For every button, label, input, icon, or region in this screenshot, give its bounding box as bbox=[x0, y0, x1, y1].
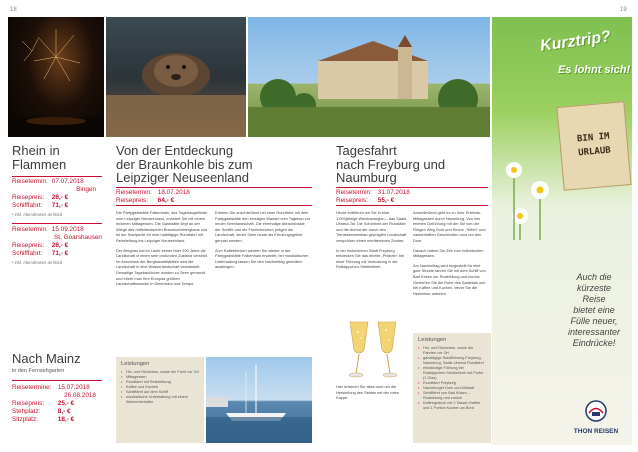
list-item: • Mittagessen bbox=[121, 375, 199, 380]
braunkohle-title-line-1: Von der Entdeckung bbox=[116, 143, 234, 158]
rhein-title-line-1: Rhein in bbox=[12, 143, 60, 158]
price-label: Reisepreis: bbox=[12, 242, 44, 249]
date-value: 31.07.2018 bbox=[377, 189, 410, 196]
thon-reisen-logo bbox=[566, 400, 626, 435]
divider bbox=[12, 176, 102, 177]
braunkohle-title-line-3: Leipziger Neuseenland bbox=[116, 170, 249, 186]
page-number-right: 19 bbox=[620, 7, 627, 13]
daisy-flowers-illustration bbox=[500, 150, 560, 240]
quote-line: Eindrücke! bbox=[572, 338, 616, 348]
sit-value: 18,- € bbox=[57, 416, 75, 423]
freyburg-details bbox=[336, 189, 456, 205]
rhein-trip-1 bbox=[12, 178, 104, 217]
date-value: 07.07.2018 bbox=[51, 178, 84, 185]
price-label: Reisepreis: bbox=[116, 197, 148, 204]
freyburg-column-2 bbox=[413, 210, 489, 328]
fireworks-photo bbox=[8, 17, 104, 137]
braunkohle-title bbox=[116, 144, 253, 185]
braunkohle-column-2 bbox=[215, 210, 311, 350]
price-label: Reisepreis: bbox=[12, 194, 44, 201]
freyburg-title bbox=[336, 144, 445, 185]
freyburg-title-line-1: Tagesfahrt bbox=[336, 143, 397, 158]
freyburg-services-box bbox=[413, 333, 491, 443]
champagne-glasses-illustration bbox=[336, 318, 410, 380]
rhein-title-line-2: Flammen bbox=[12, 156, 67, 172]
quote-line: Auch die bbox=[576, 272, 612, 282]
price-value: 64,- € bbox=[157, 197, 175, 204]
list-item: • ganztägige Stadtführung Freyburg, Naumburg, Saale-Unstrut Rundfahrt bbox=[418, 356, 486, 366]
trip-note: • inkl. Abendessen an Bord bbox=[12, 212, 63, 217]
services-heading: Leistungen bbox=[121, 361, 150, 367]
list-item: • Naumburger Dom und Altstadt bbox=[418, 386, 486, 391]
trip-note: • inkl. Abendessen an Bord bbox=[12, 260, 63, 265]
divider bbox=[336, 205, 488, 206]
list-item: • musikalische Unterhaltung mit einem Alleinunterhalter bbox=[121, 395, 199, 405]
paragraph: Anschließend geht es zu Ihrer Erlebnis-Mittagessen durch Naumburg. Von hier erleben Geführung mit der Sie von der Fliegen Weg Dom und Kirche „Teffen“ und zauberhaften Geschichten rund um den Dom. bbox=[413, 210, 486, 243]
price-value: 25,- € bbox=[57, 400, 75, 407]
price-value: 26,- € bbox=[51, 242, 69, 249]
seat-label: Stehplatz: bbox=[12, 408, 41, 415]
paragraph bbox=[116, 248, 210, 287]
paragraph: Danach haben Sie Zeit zum individuellen Mittagessen. bbox=[413, 247, 484, 259]
braunkohle-services-box bbox=[116, 357, 204, 443]
quote-line: Reise bbox=[582, 294, 606, 304]
sign-line-1: BIN IM bbox=[576, 131, 610, 145]
list-item: • Rundfahrt Freyburg bbox=[418, 381, 486, 386]
price-value: 26,- € bbox=[51, 194, 69, 201]
price-value: 55,- € bbox=[377, 197, 395, 204]
ship-label: Schifffahrt: bbox=[12, 202, 43, 209]
paragraph: Erleben Sie anschließend bei einer Rundfahrt mit dem Partygaststätte den einstigen Wandel vom Tagebau zur neuen Seenlandschaft. Die ehemalige Abraumhalde der Schiffe und die Förderbrücken prägen die Landschaft, deren Seen heute als Erholungsgebiet genutzt werden. bbox=[215, 210, 311, 243]
otter-photo bbox=[106, 17, 246, 137]
freyburg-column-1 bbox=[336, 210, 408, 318]
paragraph: In der historischen Stadt Freyburg entdecken Sie das leichte „Prickeln“ bei einer Führung mit Verkostung in der Rotkäppchen-Sektkellerei. bbox=[336, 247, 405, 270]
ship-value: 71,- € bbox=[51, 202, 69, 209]
rhein-trip-2 bbox=[12, 226, 104, 265]
seat-value: 8,- € bbox=[57, 408, 71, 415]
list-item: • Schifffahrt von Bad Kösen – Rudelsburg und zurück bbox=[418, 391, 486, 401]
services-heading: Leistungen bbox=[418, 337, 447, 343]
ship-label: Schifffahrt: bbox=[12, 250, 43, 257]
place-value: St. Goarshausen bbox=[54, 234, 102, 241]
mainz-title: Nach Mainz bbox=[12, 351, 81, 366]
castle-photo bbox=[248, 17, 490, 137]
list-item: • Kaffee und Kuchen bbox=[121, 385, 199, 390]
banner-title: Kurztrip? bbox=[539, 28, 612, 55]
date-value: 15.07.2018 bbox=[57, 384, 90, 391]
list-item: • Kaffeegedeck mit 2 Tassen Kaffee und 1 Portion Kuchen an Bord bbox=[418, 401, 486, 411]
mainz-subtitle: in den Fernsehgarten bbox=[12, 368, 65, 374]
list-item: • Rundfahrt mit Reiseleitung bbox=[121, 380, 199, 385]
braunkohle-details bbox=[116, 189, 236, 205]
logo-text: THON REISEN bbox=[573, 428, 619, 435]
list-item: • Hin- und Rückreise, sowie die Fahrt vor Ort bbox=[121, 370, 199, 375]
quote-line: interessanter bbox=[567, 327, 621, 337]
paragraph: Zum Kaffeetrinken werden Sie wieder in der Partygaststätte Falkenhain erwartet, bei musikalischer Unterhaltung lassen Sie den Nachmittag gemütlich ausklingen. bbox=[215, 247, 309, 270]
quote-line: Fülle neuer, bbox=[570, 316, 618, 326]
logo-emblem-icon bbox=[585, 400, 607, 422]
sign-line-2: URLAUB bbox=[577, 145, 612, 159]
paragraph: Heute entführen wir Sie in eine 1.000jährige Weinbauregion – das Saale-Unstrut-Tal. Die Schönheit der Flusstäler und die Anmut der durch den Terrassenweinbau geprägten Landschaft versprühen einen mediterranen Zauber. bbox=[336, 210, 408, 243]
list-item: • Schifffahrt auf dem Schiff bbox=[121, 390, 199, 395]
divider bbox=[336, 187, 488, 188]
place-value: Bingen bbox=[76, 186, 96, 193]
freyburg-title-line-2: nach Freyburg und bbox=[336, 156, 446, 172]
paragraph: Am Nachmittag wird eingestellt für eine gute Stunde fahren Sie mit dem Schiff von Bad Kösen zur Rudelsburg und zurück. Genießen Sie die Ruhe des Saaletals und bei Kaffee und Kuchen, bevor Sie die Heimreise antreten. bbox=[413, 262, 486, 296]
services-list bbox=[418, 346, 486, 411]
page-number-left: 18 bbox=[10, 7, 17, 13]
rhein-title bbox=[12, 144, 66, 171]
braunkohle-column-1 bbox=[116, 210, 210, 350]
quote-line: bietet eine bbox=[573, 305, 615, 315]
date-label: Reisetermin: bbox=[116, 189, 152, 196]
ship-value: 71,- € bbox=[51, 250, 69, 257]
date-value: 26.08.2018 bbox=[64, 392, 96, 399]
services-list bbox=[121, 370, 199, 405]
divider bbox=[116, 205, 312, 206]
list-item: • Hin- und Rückreise, sowie die Fahrten vor Ort bbox=[418, 346, 486, 356]
sit-label: Sitzplatz: bbox=[12, 416, 38, 423]
paragraph-text: Die Partygaststätte Falkenhain, das Tagebaugelände zum Leipziger Neuseenland, erwartet Sie mit einem leckeren Mittagessen. Die Gaststätte liegt an der Wiege des mitteldeutschen Braunkohlebergbaus und ist der Startpunkt für eine halbtägige Rundfahrt mit Reiseleitung ins Leipziger Neuseenland. bbox=[116, 210, 208, 243]
paragraph bbox=[116, 210, 210, 244]
list-item: • einstündige Führung bei Rotkäppchen Sektkellerei mit Probe (1 Glas) bbox=[418, 366, 486, 381]
date-value: 18.07.2018 bbox=[157, 189, 190, 196]
paragraph-text: Der Bergbau hat im Laufe seiner über 200 Jahre die Landschaft in einen sehr profunden Zustand versetzt. Im Anschluss der Bergbauaktivitäten wird die Landschaft in eine Wasserlandschaft verwandelt. Gewaltige Tagebaulöcher wurden zu Seen gemacht, und erlebt man Ihre Europas größten Landschaftswandel in Dimension und Tempo. bbox=[116, 247, 208, 287]
mainz-details bbox=[12, 384, 104, 424]
freyburg-column-1-end bbox=[336, 384, 408, 424]
sign-board bbox=[556, 101, 631, 191]
braunkohle-title-line-2: der Braunkohle bis zum bbox=[116, 156, 253, 172]
sidebar-quote bbox=[558, 272, 630, 349]
date-label: Reisetermin: bbox=[336, 189, 372, 196]
divider bbox=[12, 223, 102, 224]
date-label: Reisetermin: bbox=[12, 178, 48, 185]
quote-line: kürzeste bbox=[576, 283, 611, 293]
price-label: Reisepreis: bbox=[12, 400, 44, 407]
divider bbox=[116, 187, 312, 188]
date-value: 15.09.2018 bbox=[51, 226, 84, 233]
banner-subtitle: Es lohnt sich! bbox=[558, 64, 631, 76]
date-label: Reisetermine: bbox=[12, 384, 52, 391]
divider bbox=[12, 380, 102, 381]
sailboat-photo bbox=[206, 357, 312, 443]
price-label: Reisepreis: bbox=[336, 197, 368, 204]
paragraph: Hier erfahren Sie alles rund um die Herstellung des Sektes mit der roten Kappe. bbox=[336, 384, 399, 401]
freyburg-title-line-3: Naumburg bbox=[336, 170, 397, 186]
date-label: Reisetermin: bbox=[12, 226, 48, 233]
